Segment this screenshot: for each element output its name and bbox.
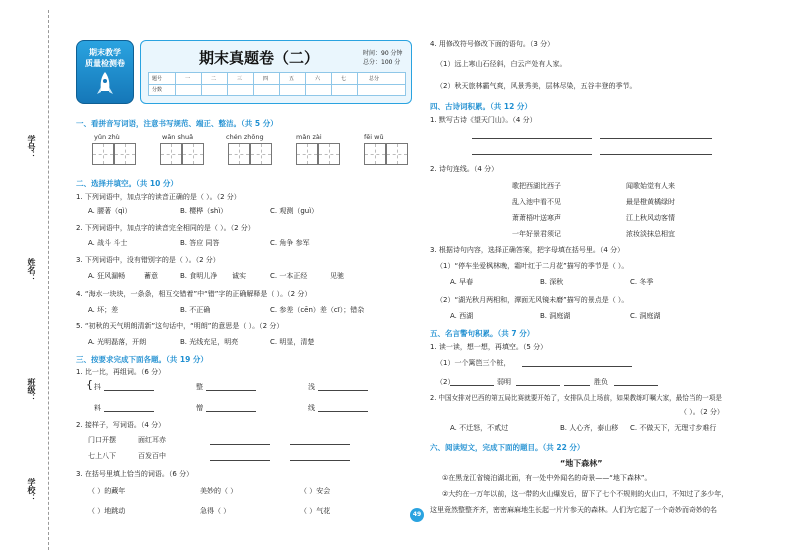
fill-item-4[interactable]: （ ）地跳动 xyxy=(88,507,126,515)
q2-2: 2. 下列词语中，加点字的读音完全相同的是（ ）。（2 分） xyxy=(76,224,255,232)
q5-2-opt-a[interactable]: A. 不迁怒，不贰过 xyxy=(450,424,509,432)
q2-4-opt-c[interactable]: C. 参差（cēn）差（cī）；错杂 xyxy=(270,306,365,314)
binding-line xyxy=(48,10,49,550)
compare-char-6: 线 xyxy=(308,404,315,412)
fill-item-5[interactable]: 急得（ ） xyxy=(200,507,231,515)
writing-cell[interactable] xyxy=(386,143,408,165)
badge-line2: 质量检测卷 xyxy=(85,59,125,68)
match-right-4[interactable]: 浓妆淡抹总相宜 xyxy=(626,230,675,238)
fill-item-2[interactable]: 美妙的（ ） xyxy=(200,487,238,495)
q2-3-opt-b2: 诚实 xyxy=(232,272,246,280)
q5-2-opt-b[interactable]: B. 人心齐，泰山移 xyxy=(560,424,619,432)
answer-line[interactable] xyxy=(450,385,494,386)
match-right-1[interactable]: 闻歌始觉有人来 xyxy=(626,182,675,190)
page-title: 期末真题卷（二） xyxy=(199,49,320,67)
q4-sentence-2: （2）秋天旅林霸气爽，风景秀美，层林尽染，五谷丰登的季节。 xyxy=(436,82,637,90)
q2-4-opt-a[interactable]: A. 坏；差 xyxy=(88,306,119,314)
q3-2: 2. 接样子，写词语。（4 分） xyxy=(76,421,166,429)
answer-line[interactable] xyxy=(614,385,658,386)
answer-line[interactable] xyxy=(600,138,712,139)
q5-1: 1. 读一读，想一想，再填空。（5 分） xyxy=(430,343,548,351)
q2-5: 5. “初秋的天气明朗清新”这句话中，“明朗”的意思是（ ）。（2 分） xyxy=(76,322,284,330)
section4-title: 四、古诗词积累。（共 12 分） xyxy=(430,102,532,111)
pinyin-4: mǎn zài xyxy=(296,133,322,141)
score-header-cell: 五 xyxy=(289,76,295,82)
score-table xyxy=(148,72,406,96)
section3-title: 三、按要求完成下面各题。（共 19 分） xyxy=(76,355,208,364)
writing-cell[interactable] xyxy=(160,143,182,165)
example-1: 门口开摆 xyxy=(88,436,116,444)
q4-3-s1-opt-c[interactable]: C. 冬季 xyxy=(630,278,654,286)
writing-cell[interactable] xyxy=(296,143,318,165)
section1-title: 一、看拼音写词语，注意书写规范、端正、整洁。（共 5 分） xyxy=(76,119,278,128)
q4-3-s2-opt-c[interactable]: C. 洞庭湖 xyxy=(630,312,661,320)
score-header-cell: 四 xyxy=(263,76,269,82)
q5-1-s1: （1）一个篱笆三个桩， xyxy=(436,359,511,367)
id-label: 学号： xyxy=(27,135,36,159)
q5-1-s2-c: 胜负 xyxy=(594,378,608,386)
brace-1: { xyxy=(86,378,93,391)
score-header-cell: 题号 xyxy=(152,76,163,82)
q2-4-opt-b[interactable]: B. 不正确 xyxy=(180,306,211,314)
example-4: 百发百中 xyxy=(138,452,166,460)
writing-cell[interactable] xyxy=(250,143,272,165)
answer-line[interactable] xyxy=(564,385,590,386)
match-left-1[interactable]: 歌把西湖比西子 xyxy=(512,182,561,190)
pinyin-5: fēi wǔ xyxy=(364,133,384,141)
q4-3-s2-opt-a[interactable]: A. 西湖 xyxy=(450,312,474,320)
q2-5-opt-c[interactable]: C. 明显，清楚 xyxy=(270,338,315,346)
q4-1: 1. 默写古诗《望天门山》。（4 分） xyxy=(430,116,537,124)
q2-5-opt-a[interactable]: A. 光明磊落，开朗 xyxy=(88,338,147,346)
page-number: 49 xyxy=(410,508,424,522)
q2-1-opt-b[interactable]: B. 樱桦（shì） xyxy=(180,207,228,215)
q2-5-opt-b[interactable]: B. 光线充足，明亮 xyxy=(180,338,239,346)
section6-title: 六、阅读短文，完成下面的题目。（共 22 分） xyxy=(430,443,585,452)
q2-2-opt-a[interactable]: A. 战斗 斗士 xyxy=(88,239,128,247)
answer-line[interactable] xyxy=(210,460,270,461)
answer-line[interactable] xyxy=(600,154,712,155)
score-header-cell: 三 xyxy=(237,76,243,82)
match-right-3[interactable]: 江上秋风动客情 xyxy=(626,214,675,222)
q4-2: 2. 诗句连线。（4 分） xyxy=(430,165,499,173)
score-header-cell: 七 xyxy=(341,76,347,82)
q4-3-s2: （2）“湖光秋月两相和，潭面无风镜未磨”描写的景点是（ ）。 xyxy=(436,296,629,304)
compare-char-5: 浅 xyxy=(308,383,315,391)
q4-3-s2-opt-b[interactable]: B. 洞庭湖 xyxy=(540,312,571,320)
answer-line[interactable] xyxy=(522,366,632,367)
q2-3-opt-c2: 见驰 xyxy=(330,272,344,280)
q2-1-opt-c[interactable]: C. 观测（guì） xyxy=(270,207,319,215)
score-header-cell: 总分 xyxy=(369,76,380,82)
q5-1-s2-b: 弱明 xyxy=(497,378,511,386)
compare-char-2: 料 xyxy=(94,404,101,412)
q3-3: 3. 在括号里填上恰当的词语。（6 分） xyxy=(76,470,194,478)
answer-line[interactable] xyxy=(472,138,592,139)
match-right-2[interactable]: 最是橙黄橘绿时 xyxy=(626,198,675,206)
school-label: 学校： xyxy=(27,478,36,502)
writing-cell[interactable] xyxy=(228,143,250,165)
answer-line[interactable] xyxy=(206,411,256,412)
exam-badge xyxy=(76,40,134,104)
q4-3-s1-opt-a[interactable]: A. 早春 xyxy=(450,278,474,286)
answer-line[interactable] xyxy=(290,460,350,461)
q2-1: 1. 下列词语中，加点字的读音正确的是（ ）。（2 分） xyxy=(76,193,241,201)
q2-2-opt-b[interactable]: B. 答应 同答 xyxy=(180,239,220,247)
score-header-cell: 二 xyxy=(211,76,217,82)
answer-line[interactable] xyxy=(472,154,592,155)
q5-2: 2. 中国女排对巴西的第五局比赛就要开始了，女排队员上场前，如果教练叮嘱大家，最恰当的一项是 xyxy=(430,394,722,402)
name-label: 姓名： xyxy=(27,258,36,282)
q2-1-opt-a[interactable]: A. 腰著（qì） xyxy=(88,207,132,215)
answer-line[interactable] xyxy=(516,385,560,386)
match-left-3[interactable]: 萧萧梧叶送寒声 xyxy=(512,214,561,222)
q4-sentence-1: （1）远上寒山石径斜，白云产处有人家。 xyxy=(436,60,567,68)
score-row-label: 分数 xyxy=(152,87,163,93)
example-2: 面红耳赤 xyxy=(138,436,166,444)
section5-title: 五、名言警句积累。（共 7 分） xyxy=(430,329,535,338)
writing-cell[interactable] xyxy=(114,143,136,165)
section2-title: 二、选择并填空。（共 10 分） xyxy=(76,179,178,188)
q4-3-s1: （1）“停车坐爱枫林晚，霜叶红于二月花”描写的季节是（ ）。 xyxy=(436,262,629,270)
q2-2-opt-c[interactable]: C. 角争 参军 xyxy=(270,239,310,247)
match-left-2[interactable]: 乱入池中看不见 xyxy=(512,198,561,206)
answer-line[interactable] xyxy=(290,444,350,445)
passage-p2: ②大约在一万年以前，这一带的火山爆发后，留下了七个不规则的火山口，不知过了多少年， xyxy=(442,490,729,498)
q2-3-opt-a2: 蓄意 xyxy=(144,272,158,280)
q2-4: 4. “海水一块块，一条条，相互交错着”中“错”字的正确解释是（ ）。（2 分） xyxy=(76,290,312,298)
writing-cell[interactable] xyxy=(182,143,204,165)
score-header-cell: 六 xyxy=(315,76,321,82)
pinyin-2: wān shuǎ xyxy=(162,133,194,141)
fill-item-6[interactable]: （ ）气花 xyxy=(300,507,331,515)
writing-cell[interactable] xyxy=(364,143,386,165)
badge-line1: 期末教学 xyxy=(89,48,121,57)
compare-char-3: 整 xyxy=(196,383,203,391)
match-left-4[interactable]: 一年好景君须记 xyxy=(512,230,561,238)
q4: 4. 用修改符号修改下面的语句。（3 分） xyxy=(430,40,555,48)
score-header-cell: 一 xyxy=(185,76,191,82)
pinyin-3: chén zhōng xyxy=(226,133,264,141)
q5-2-opt-c[interactable]: C. 不做天下，无理寸步难行 xyxy=(630,424,717,432)
pinyin-1: yǔn zhù xyxy=(94,133,120,141)
passage-p3: 这里竟然整整齐齐，密密麻麻地生长起一片片参天的森林。人们为它起了一个奇妙而奇妙的名 xyxy=(430,506,717,514)
compare-char-4: 憎 xyxy=(196,404,203,412)
answer-line[interactable] xyxy=(318,390,368,391)
writing-cell[interactable] xyxy=(318,143,340,165)
answer-line[interactable] xyxy=(206,390,256,391)
answer-line[interactable] xyxy=(210,444,270,445)
q4-3: 3. 根据诗句内容，选择正确答案，把字母填在括号里。（4 分） xyxy=(430,246,625,254)
example-3: 七上八下 xyxy=(88,452,116,460)
passage-title: “地下森林” xyxy=(560,459,603,468)
compare-char-1: 抖 xyxy=(94,383,101,391)
answer-line[interactable] xyxy=(104,411,154,412)
q4-3-s1-opt-b[interactable]: B. 深秋 xyxy=(540,278,564,286)
q2-3-opt-a[interactable]: A. 狂风漏畅 xyxy=(88,272,126,280)
q5-1-s2-a: （2） xyxy=(436,378,455,386)
q2-3-opt-b[interactable]: B. 食明儿净 xyxy=(180,272,218,280)
fill-item-1[interactable]: （ ）的藏年 xyxy=(88,487,126,495)
class-label: 班级： xyxy=(27,378,36,402)
answer-line[interactable] xyxy=(318,411,368,412)
exam-total: 总分：100 分 xyxy=(363,59,401,66)
writing-cell[interactable] xyxy=(92,143,114,165)
q5-2-tail: （ ）。（2 分） xyxy=(680,408,724,416)
q2-3: 3. 下列词语中，没有错别字的是（ ）。（2 分） xyxy=(76,256,220,264)
fill-item-3[interactable]: （ ）安会 xyxy=(300,487,331,495)
rocket-icon xyxy=(95,71,115,97)
exam-time: 时间：90 分钟 xyxy=(363,50,403,57)
passage-p1: ①在黑龙江省镜泊湖北面，有一处中外闻名的奇景——“地下森林”。 xyxy=(442,474,652,482)
q3-1: 1. 比一比，再组词。（6 分） xyxy=(76,368,166,376)
answer-line[interactable] xyxy=(104,390,154,391)
q2-3-opt-c[interactable]: C. 一本正经 xyxy=(270,272,308,280)
